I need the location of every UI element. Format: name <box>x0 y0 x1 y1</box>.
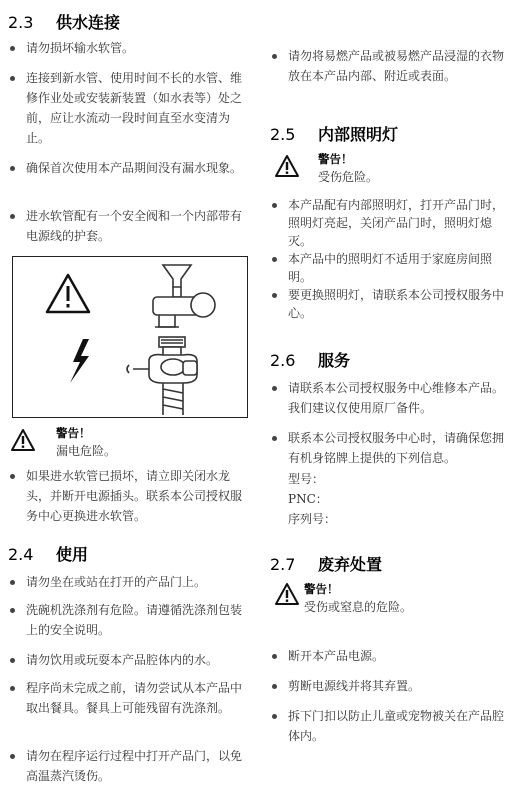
list-item: 请勿在程序运行过程中打开产品门，以免高温蒸汽烫伤。 <box>8 746 243 786</box>
section-number: 2.7 <box>270 555 296 574</box>
water-tap-icon <box>153 265 215 327</box>
bullet-dot <box>272 203 277 208</box>
bullet-dot <box>272 654 277 659</box>
section-number: 2.4 <box>8 545 34 564</box>
list-item: 程序尚未完成之前，请勿尝试从本产品中取出餐具。餐具上可能残留有洗涤剂。 <box>8 678 243 718</box>
bullet-dot <box>272 257 277 262</box>
warning-notice <box>270 150 510 190</box>
section-heading-2-7 <box>270 552 382 575</box>
list-item: 本产品中的照明灯不适用于家庭房间照明。 <box>270 250 510 286</box>
warning-text: 受伤或窒息的危险。 <box>304 600 413 614</box>
list-item: 剪断电源线并将其弃置。 <box>270 676 510 696</box>
list-item: 连接到新水管、使用时间不长的水管、维修作业处或安装新装置（如水表等）处之前，应让水流动一段时间直至水变清为止。 <box>8 68 243 148</box>
list-item: 请联系本公司授权服务中心维修本产品。我们建议仅使用原厂备件。 <box>270 378 510 418</box>
section-heading-2-3 <box>8 10 120 33</box>
list-item: 确保首次使用本产品期间没有漏水现象。 <box>8 158 243 178</box>
bullet-dot <box>272 293 277 298</box>
list-item: 请勿饮用或玩耍本产品腔体内的水。 <box>8 650 243 670</box>
warning-title: 警告！ <box>304 582 339 596</box>
safety-valve-icon <box>127 337 197 415</box>
list-item: 进水软管配有一个安全阀和一个内部带有电源线的护套。 <box>8 206 243 246</box>
section-title: 服务 <box>318 351 351 370</box>
section-number: 2.5 <box>270 125 296 144</box>
list-item: 联系本公司授权服务中心时，请确保您拥有机身铭牌上提供的下列信息。 <box>270 428 510 468</box>
section-title: 供水连接 <box>56 13 121 32</box>
electric-shock-icon <box>70 339 89 383</box>
list-item: 请勿损坏输水软管。 <box>8 38 243 58</box>
warning-text: 漏电危险。 <box>56 444 117 458</box>
bullet-dot <box>10 658 15 663</box>
section-heading-2-5 <box>270 122 398 145</box>
bullet-dot <box>272 684 277 689</box>
warning-notice <box>270 580 510 620</box>
list-item: 断开本产品电源。 <box>270 646 510 666</box>
bullet-dot <box>272 54 277 59</box>
warning-title: 警告！ <box>318 152 353 166</box>
inlet-hose-illustration <box>12 256 248 418</box>
warning-triangle-icon <box>274 154 300 178</box>
bullet-dot <box>10 474 15 479</box>
section-title: 使用 <box>56 545 89 564</box>
bullet-dot <box>10 686 15 691</box>
section-title: 内部照明灯 <box>318 125 399 144</box>
bullet-dot <box>10 608 15 613</box>
bullet-dot <box>272 386 277 391</box>
warning-title: 警告！ <box>56 426 91 440</box>
bullet-dot <box>10 580 15 585</box>
list-item: 本产品配有内部照明灯，打开产品门时，照明灯亮起，关闭产品门时，照明灯熄灭。 <box>270 196 510 250</box>
warning-notice <box>8 424 243 464</box>
bullet-dot <box>10 166 15 171</box>
section-number: 2.3 <box>8 13 34 32</box>
warning-triangle-icon <box>10 428 36 452</box>
spec-serial-label: 序列号： <box>288 512 337 526</box>
spec-model-label: 型号： <box>288 472 325 486</box>
bullet-dot <box>272 436 277 441</box>
section-heading-2-4 <box>8 542 88 565</box>
list-item: 请勿坐在或站在打开的产品门上。 <box>8 572 243 592</box>
warning-text: 受伤危险。 <box>318 170 379 184</box>
section-heading-2-6 <box>270 348 350 371</box>
bullet-dot <box>10 46 15 51</box>
section-title: 废弃处置 <box>318 555 383 574</box>
warning-triangle-icon <box>47 275 89 312</box>
list-item: 洗碗机洗涤剂有危险。请遵循洗涤剂包装上的安全说明。 <box>8 600 243 640</box>
section-number: 2.6 <box>270 351 296 370</box>
bullet-dot <box>272 714 277 719</box>
list-item: 请勿将易燃产品或被易燃产品浸湿的衣物放在本产品内部、附近或表面。 <box>270 46 510 86</box>
spec-pnc-label: PNC： <box>288 492 328 506</box>
list-item: 拆下门扣以防止儿童或宠物被关在产品腔体内。 <box>270 706 510 746</box>
bullet-dot <box>10 76 15 81</box>
list-item: 如果进水软管已损坏，请立即关闭水龙头，并断开电源插头。联系本公司授权服务中心更换进水软管。 <box>8 466 243 526</box>
bullet-dot <box>10 754 15 759</box>
list-item: 要更换照明灯，请联系本公司授权服务中心。 <box>270 286 510 322</box>
warning-triangle-icon <box>274 582 300 606</box>
hose-diagram <box>13 257 247 417</box>
bullet-dot <box>10 214 15 219</box>
